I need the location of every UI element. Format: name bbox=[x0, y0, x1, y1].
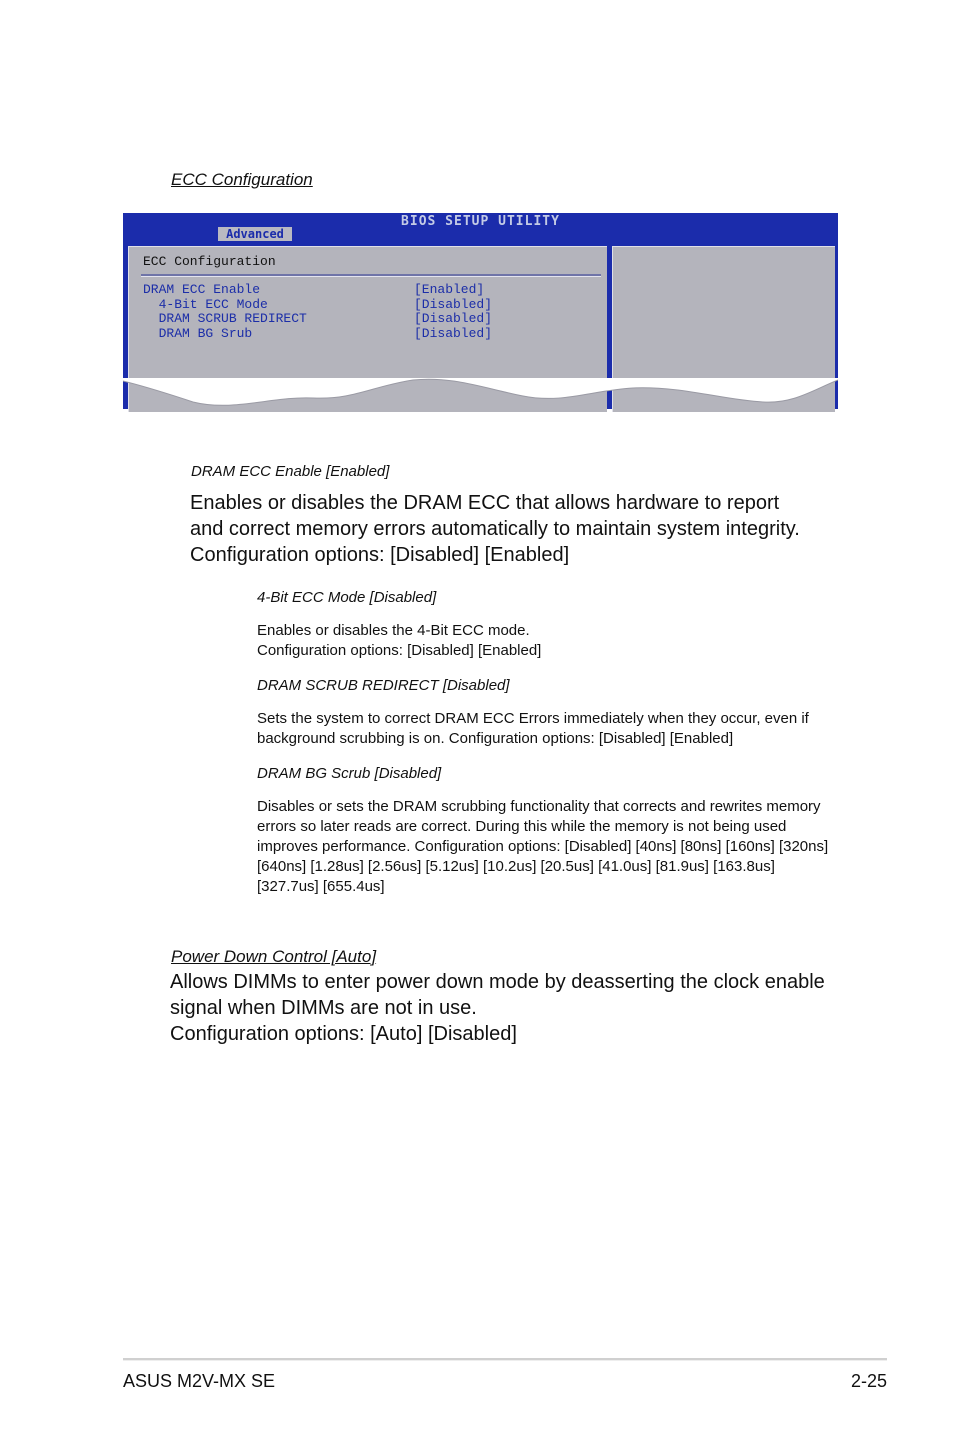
bios-value-dram-scrub-redirect[interactable]: [Disabled] bbox=[414, 311, 493, 327]
footer-rule bbox=[123, 1358, 887, 1361]
text-line: improves performance. Configuration options: [Disabled] [40ns] [80ns] [160ns] [320ns] bbox=[257, 838, 829, 855]
text-line: [640ns] [1.28us] [2.56us] [5.12us] [10.2us] [20.5us] [41.0us] [81.9us] [163.8us] bbox=[257, 858, 775, 875]
bios-title: BIOS SETUP UTILITY bbox=[401, 214, 560, 229]
bios-row-dram-ecc-enable[interactable]: DRAM ECC Enable bbox=[143, 282, 261, 297]
text-line: Enables or disables the DRAM ECC that allows hardware to report bbox=[190, 492, 780, 514]
footer-page-number: 2-25 bbox=[850, 1371, 887, 1391]
text-line: background scrubbing is on. Configuration options: [Disabled] [Enabled] bbox=[257, 730, 734, 747]
four-bit-ecc-heading: 4-Bit ECC Mode [Disabled] bbox=[257, 589, 437, 606]
bios-panel-header: ECC Configuration bbox=[143, 254, 276, 269]
text-line: Configuration options: [Auto] [Disabled] bbox=[170, 1023, 517, 1045]
four-bit-ecc-description bbox=[257, 621, 541, 661]
footer-product-name: ASUS M2V-MX SE bbox=[123, 1371, 276, 1391]
bios-tab-advanced[interactable]: Advanced bbox=[218, 227, 292, 241]
bios-separator bbox=[141, 274, 601, 277]
section-heading: ECC Configuration bbox=[171, 170, 313, 189]
power-down-heading: Power Down Control [Auto] bbox=[171, 947, 377, 966]
text-line: Configuration options: [Disabled] [Enabled] bbox=[257, 642, 542, 659]
dram-ecc-heading: DRAM ECC Enable [Enabled] bbox=[191, 463, 390, 480]
scrub-redirect-heading: DRAM SCRUB REDIRECT [Disabled] bbox=[257, 677, 510, 694]
text-line: Sets the system to correct DRAM ECC Errors immediately when they occur, even if bbox=[257, 710, 809, 727]
text-line: signal when DIMMs are not in use. bbox=[170, 997, 477, 1019]
scrub-redirect-description bbox=[257, 709, 809, 749]
power-down-description bbox=[170, 969, 825, 1047]
torn-edge bbox=[123, 378, 838, 410]
bios-value-dram-bg-scrub[interactable]: [Disabled] bbox=[414, 325, 493, 341]
text-line: Enables or disables the 4-Bit ECC mode. bbox=[257, 622, 530, 639]
torn-edge-fill bbox=[123, 378, 838, 405]
text-line: Allows DIMMs to enter power down mode by deasserting the clock enable bbox=[170, 971, 825, 993]
bg-scrub-heading: DRAM BG Scrub [Disabled] bbox=[257, 765, 442, 782]
text-line: [327.7us] [655.4us] bbox=[257, 878, 385, 895]
text-line: and correct memory errors automatically to maintain system integrity. bbox=[190, 518, 800, 540]
bios-value-dram-ecc-enable[interactable]: [Enabled] bbox=[414, 282, 485, 297]
text-line: errors so later reads are correct. During this while the memory is not being used bbox=[257, 818, 787, 835]
bios-screenshot bbox=[123, 213, 838, 409]
text-line: Configuration options: [Disabled] [Enabled] bbox=[190, 544, 570, 566]
text-line: Disables or sets the DRAM scrubbing functionality that corrects and rewrites memory bbox=[257, 798, 821, 815]
bg-scrub-description bbox=[257, 797, 828, 897]
bios-row-dram-scrub-redirect[interactable]: DRAM SCRUB REDIRECT bbox=[143, 311, 307, 327]
bios-row-4bit-ecc-mode[interactable]: 4-Bit ECC Mode bbox=[143, 296, 268, 312]
dram-ecc-description bbox=[190, 490, 800, 568]
bios-value-4bit-ecc-mode[interactable]: [Disabled] bbox=[414, 296, 493, 312]
bios-row-dram-bg-scrub[interactable]: DRAM BG Srub bbox=[143, 325, 253, 341]
